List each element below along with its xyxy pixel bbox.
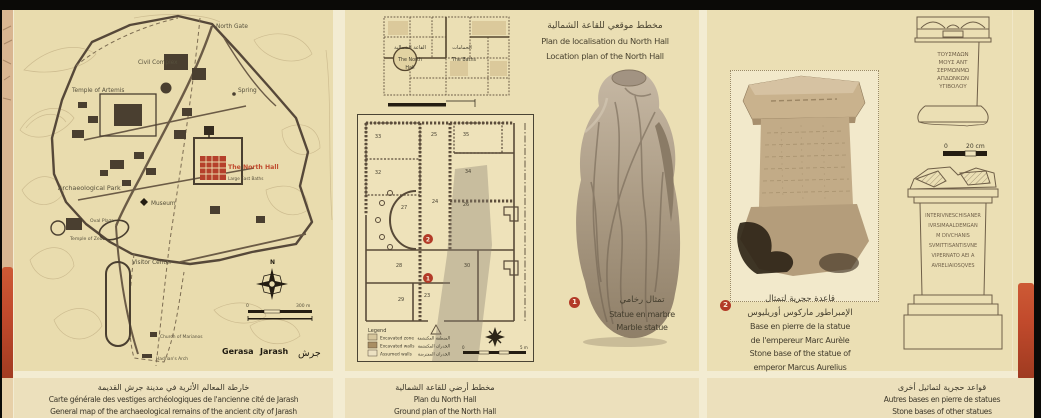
ground-plan-caption-block — [345, 378, 699, 418]
gp-marker-2: 2 — [425, 236, 431, 244]
plan-caption-french: Plan du North Hall — [413, 395, 477, 404]
base-caption-english-1: Stone base of the statue of — [749, 349, 851, 358]
statue-caption-arabic: تمثال رخامي — [619, 295, 665, 305]
plan-caption-english: Ground plan of the North Hall — [394, 407, 496, 416]
statue-caption — [585, 294, 699, 335]
left-sliver-sketch — [2, 20, 13, 110]
gp-find-markers — [423, 234, 433, 283]
gp-scale-0: 0 — [462, 345, 465, 350]
gp-photo-shadow — [432, 165, 492, 361]
inscription-line: VIPERNATO AEI A — [931, 253, 975, 259]
legend-swatch-excavated-walls — [368, 342, 377, 348]
left-red-object — [2, 267, 13, 385]
label-north-gate: North Gate — [216, 24, 248, 30]
base-shaft — [759, 117, 853, 207]
room-23: 23 — [423, 293, 431, 299]
room-29: 29 — [397, 297, 405, 303]
inscription-line: ΥΓΙΒΟΛΟΥ — [939, 84, 967, 90]
label-spring: Spring — [238, 88, 257, 94]
inscription-line: ΤΟΥΣΜΔΩΝ — [937, 52, 969, 58]
legend-swatch-assumed-walls — [368, 350, 377, 356]
legend-assumed-walls-ar: الجدران المفترضة — [417, 352, 450, 358]
broken-surface-hatch — [916, 171, 946, 187]
left-sliver-caption-area — [2, 378, 13, 418]
panel-crease — [1012, 10, 1013, 371]
map-scale-bar — [248, 310, 312, 321]
statue-marker-badge: 1 — [569, 297, 580, 308]
drawing-scale — [940, 140, 994, 162]
room-33: 33 — [374, 134, 382, 140]
inscription-line: SVMITTISANTISVNE — [928, 243, 978, 249]
location-plan-drawing — [380, 13, 513, 113]
room-34: 34 — [464, 169, 472, 175]
inscription-line: ΜΟΥΣ ΑΝΤ — [938, 60, 968, 66]
base-caption-french-1: Base en pierre de la statue — [750, 322, 850, 331]
location-plan-scale-bar — [388, 99, 475, 107]
north-hall-panel — [345, 10, 699, 371]
highlighted-photo-area — [730, 70, 879, 302]
map-caption-block — [14, 378, 333, 418]
inscription-line: ΑΠΔΩΝΚΩΝ — [937, 76, 969, 82]
statue-ground-shadow — [583, 337, 667, 347]
label-civil-complex: Civil Complex — [138, 60, 178, 66]
gp-scale-5m: 5 m — [520, 345, 528, 350]
broken-surface-hatch — [960, 171, 990, 185]
base-caption-arabic-1: قاعدة حجرية لتمثال — [765, 294, 835, 304]
label-oval-plaza: Oval Plaza — [90, 219, 114, 224]
ground-plan-frame — [357, 114, 534, 362]
inscription-line: AVRELIAIOSQVES — [931, 263, 975, 269]
legend-assumed-walls-en: Assumed walls — [380, 352, 412, 358]
loc-hall-en-1: The North — [398, 58, 422, 63]
inscription-line: M DIVCHANIS — [936, 233, 970, 239]
label-gerasa: Gerasa — [222, 347, 254, 356]
location-caption-french: Plan de localisation du North Hall — [541, 36, 669, 46]
inscription-line: INTERIVNESCHISANER — [925, 213, 981, 219]
ground-plan-drawing — [358, 115, 533, 361]
label-temple-artemis: Temple of Artemis — [72, 88, 125, 94]
label-visitor-center: Visitor Center — [132, 260, 172, 266]
statue-neck-break — [612, 70, 646, 86]
label-church: Church of Marianos — [160, 335, 203, 340]
legend-excavated-walls-en: Excavated walls — [380, 344, 415, 350]
other-bases-caption-block — [707, 378, 1034, 418]
room-28: 28 — [395, 263, 403, 269]
loc-baths-arabic: الحمامات — [452, 45, 472, 51]
plan-caption-arabic: مخطط أرضي للقاعة الشمالية — [395, 383, 495, 392]
room-24: 24 — [431, 199, 439, 205]
map-scale-300: 300 m — [296, 304, 311, 309]
map-caption-arabic: خارطة المعالم الأثرية في مدينة جرش القديمة — [97, 383, 250, 392]
base-caption — [730, 293, 870, 374]
stone-base-photo — [731, 71, 878, 301]
map-caption-english: General map of the archaeological remains of the ancient city of Jarash — [50, 407, 297, 416]
base-drawing-top — [903, 14, 1003, 136]
drawing1-inscription — [936, 52, 969, 90]
base-caption-english-2: emperor Marcus Aurelius — [753, 362, 847, 372]
location-plan-caption — [510, 18, 700, 64]
gp-solid-walls — [366, 123, 514, 321]
gp-notched-rooms — [504, 207, 518, 275]
location-caption-english: Location plan of the North Hall — [546, 51, 664, 61]
base-caption-french-2: de l'empereur Marc Aurèle — [750, 335, 850, 345]
inscription-line: ΣΕΡΜΩΝΜΩ — [936, 68, 970, 74]
legend-excavated-zone-ar: المنطقة المكتشفة — [417, 336, 450, 342]
legend-excavated-zone-en: Excavated zone — [380, 336, 415, 342]
map-caption-french: Carte générale des vestiges archéologiques de l'ancienne cité de Jarash — [48, 395, 299, 404]
room-32: 32 — [374, 170, 382, 176]
adjacent-panel-left-sliver — [2, 10, 13, 371]
statue-caption-french: Statue en marbre — [609, 309, 675, 319]
room-27: 27 — [400, 205, 408, 211]
base-marker-badge: 2 — [720, 300, 731, 311]
legend-swatch-excavated-zone — [368, 334, 377, 340]
gp-marker-1: 1 — [425, 275, 431, 283]
drawing-scale-20cm: 20 cm — [966, 143, 985, 150]
room-26: 26 — [462, 202, 470, 208]
label-hadrians-arch: Hadrian's Arch — [156, 357, 189, 362]
loc-hall-arabic: القاعة الشمالية — [394, 45, 426, 51]
drawing2-inscription — [925, 213, 981, 269]
loc-baths-en: The Baths — [451, 58, 477, 63]
other-bases-caption-arabic: قواعد حجرية لتماثيل أخرى — [897, 383, 987, 392]
room-25: 25 — [430, 132, 438, 138]
location-caption-arabic: مخطط موقعي للقاعة الشمالية — [547, 21, 663, 31]
base-drawing-bottom — [898, 165, 1008, 360]
city-wall — [52, 16, 312, 264]
loc-hall-en-2: Hall — [405, 66, 415, 71]
room-30: 30 — [463, 263, 471, 269]
room-35: 35 — [462, 132, 470, 138]
drawing-scale-0: 0 — [944, 143, 948, 150]
compass-rose — [256, 268, 288, 300]
stone-bases-panel — [707, 10, 1034, 371]
gp-legend-title: Legend — [368, 328, 387, 334]
label-temple-zeus: Temple of Zeus — [70, 237, 105, 242]
label-north-hall: The North Hall — [228, 164, 279, 171]
inscription-line: IVRSIMAALDEMGAN — [928, 223, 978, 229]
statue-caption-english: Marble statue — [616, 323, 668, 332]
gp-north-star — [485, 327, 505, 347]
base-caption-arabic-2: الإمبراطور ماركوس أوريليوس — [747, 307, 853, 318]
label-east-baths: Large East Baths — [228, 176, 264, 181]
label-museum: Museum — [151, 201, 176, 207]
legend-excavated-walls-ar: الجدران المكتشفة — [417, 344, 450, 350]
label-arch-park: Archaeological Park — [58, 184, 121, 192]
right-red-object — [1018, 283, 1034, 380]
other-bases-caption-french: Autres bases en pierre de statues — [883, 395, 1001, 404]
base-shadow-right — [819, 253, 859, 273]
other-bases-caption-english: Stone bases of other statues — [892, 407, 992, 416]
label-jarash-arabic: جرش — [298, 348, 321, 359]
label-compass-n: N — [270, 259, 276, 266]
map-scale-0: 0 — [246, 304, 249, 309]
label-jarash: Jarash — [260, 347, 289, 356]
gp-apse — [376, 191, 417, 250]
jarash-map-drawing — [14, 10, 333, 371]
map-panel — [14, 10, 333, 371]
